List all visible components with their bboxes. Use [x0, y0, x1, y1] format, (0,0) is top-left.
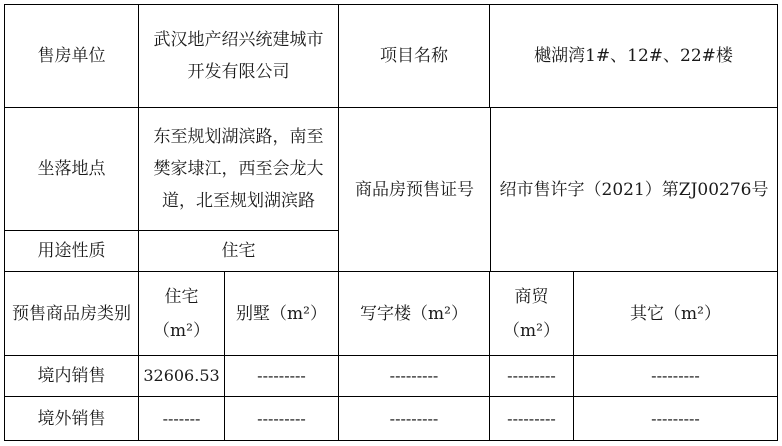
permit-label-text: 商品房预售证号: [355, 179, 474, 200]
column-other: [574, 272, 777, 355]
overseas-residential: [139, 397, 224, 440]
domestic-other-value: ---------: [651, 366, 700, 385]
domestic-label: [5, 356, 138, 396]
domestic-commercial-value: ---------: [507, 366, 556, 385]
grid-line: [777, 4, 778, 441]
usage-value-text: 住宅: [221, 241, 256, 261]
seller-line: 武汉地产绍兴统建城市: [153, 30, 324, 50]
overseas-villa: [225, 397, 338, 440]
domestic-villa-value: ---------: [257, 366, 306, 385]
overseas-other-value: ---------: [651, 408, 700, 428]
column-residential-line: （m²）: [153, 320, 210, 341]
project-value: [490, 5, 777, 107]
permit-label: [339, 108, 490, 271]
domestic-residential: [139, 356, 224, 396]
overseas-other: [574, 397, 777, 440]
overseas-label-text: 境外销售: [37, 408, 106, 429]
seller-label-text: 售房单位: [37, 46, 106, 66]
permit-value-text: 绍市售许字（2021）第ZJ00276号: [499, 179, 769, 200]
overseas-villa-value: ---------: [257, 408, 306, 428]
column-commercial-line: （m²）: [503, 320, 560, 341]
overseas-residential-value: -------: [162, 408, 201, 428]
usage-label-text: 用途性质: [37, 241, 106, 261]
overseas-office: [339, 397, 489, 440]
project-label-text: 项目名称: [380, 46, 448, 66]
column-commercial: [490, 272, 573, 355]
column-other-text: 其它（m²）: [630, 303, 721, 324]
usage-value: [139, 231, 338, 271]
domestic-label-text: 境内销售: [37, 366, 106, 386]
location-label: [5, 108, 138, 230]
category-label-text: 预售商品房类别: [12, 303, 131, 324]
location-line: 樊家埭江，西至会龙大: [153, 159, 324, 179]
column-office: [339, 272, 489, 355]
seller-label: [5, 5, 138, 107]
seller-line: 开发有限公司: [187, 62, 290, 82]
column-villa: [225, 272, 338, 355]
domestic-commercial: [490, 356, 573, 396]
location-label-text: 坐落地点: [37, 159, 106, 179]
domestic-office-value: ---------: [389, 366, 439, 385]
domestic-office: [339, 356, 489, 396]
seller-value: [139, 5, 338, 107]
column-commercial-line: 商贸: [514, 286, 549, 307]
project-label: [339, 5, 489, 107]
column-villa-text: 别墅（m²）: [236, 303, 327, 324]
domestic-villa: [225, 356, 338, 396]
permit-value: [491, 108, 777, 271]
column-office-text: 写字楼（m²）: [360, 303, 468, 324]
location-line: 东至规划湖滨路，南至: [153, 127, 324, 147]
overseas-commercial-value: ---------: [507, 408, 556, 428]
overseas-commercial: [490, 397, 573, 440]
domestic-other: [574, 356, 777, 396]
location-line: 道，北至规划湖滨路: [162, 191, 315, 211]
usage-label: [5, 231, 138, 271]
project-value-text: 樾湖湾1#、12#、22#楼: [534, 46, 733, 66]
domestic-residential-value: 32606.53: [143, 366, 220, 385]
grid-line: [4, 440, 778, 441]
column-residential-line: 住宅: [164, 286, 199, 307]
location-value: [139, 108, 338, 230]
overseas-label: [5, 397, 138, 440]
category-label: [5, 272, 138, 355]
overseas-office-value: ---------: [389, 408, 439, 428]
column-residential: [139, 272, 224, 355]
